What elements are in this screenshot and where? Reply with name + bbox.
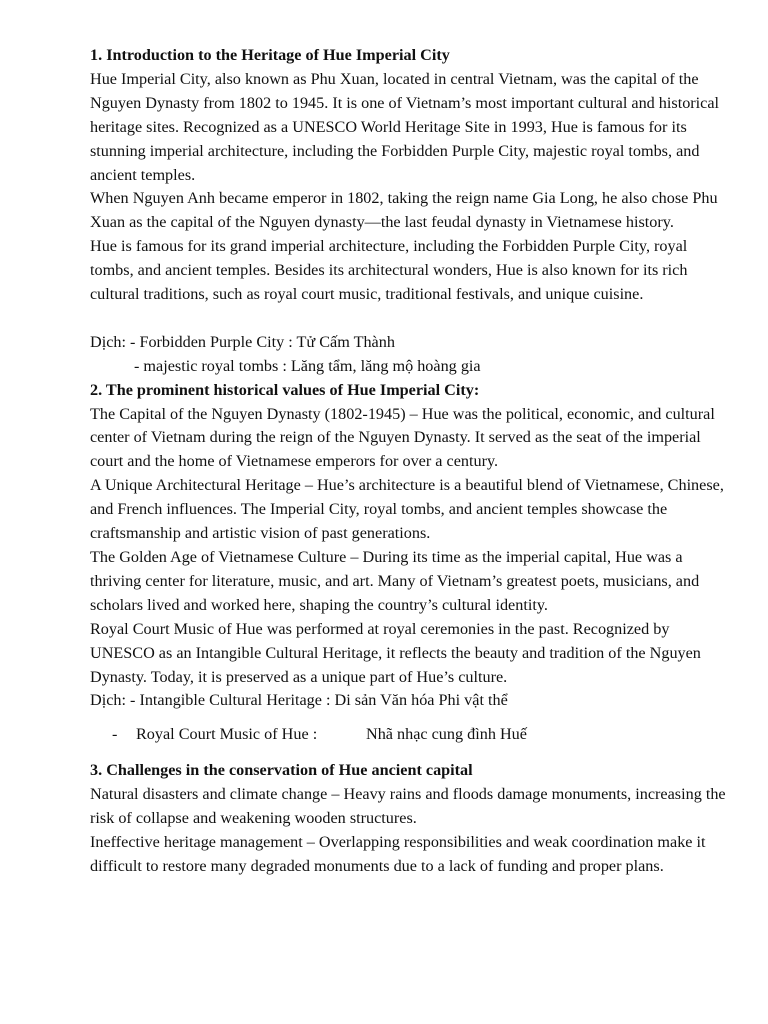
section-1-heading: 1. Introduction to the Heritage of Hue Imperial City (90, 46, 450, 64)
document-page (90, 44, 730, 879)
section-2-paragraph-3: The Golden Age of Vietnamese Culture – During its time as the imperial capital, Hue was a thriving center for literature, music, and art. Many of Vietnam’s greatest poets, musicians, and scholars lived and worked here, shaping the country’s cultural identity. (90, 548, 700, 614)
list-dash: - (112, 725, 118, 744)
section-3-paragraph-1: Natural disasters and climate change – Heavy rains and floods damage monuments, increasing the risk of collapse and weakening wooden structures. (90, 785, 726, 828)
list-term: Royal Court Music of Hue : (136, 725, 318, 744)
section-2-heading: 2. The prominent historical values of Hue Imperial City: (90, 380, 480, 399)
section-2-paragraph-4: Royal Court Music of Hue was performed at royal ceremonies in the past. Recognized by UNESCO as an Intangible Cultural Heritage, it reflects the beauty and tradition of the Nguyen Dynasty. Today, it is preserved as a unique part of Hue’s culture. (90, 619, 701, 686)
section-2-translation-1: Dịch: - Intangible Cultural Heritage : Di sản Văn hóa Phi vật thể (90, 691, 508, 710)
section-1-translation-1: Dịch: - Forbidden Purple City : Tử Cấm Thành (90, 332, 395, 351)
section-2-paragraph-1: The Capital of the Nguyen Dynasty (1802-1945) – Hue was the political, economic, and cultural center of Vietnam during the reign of the Nguyen Dynasty. It served as the seat of the imperial court and the home of Vietnamese emperors for over a century. (90, 404, 715, 471)
section-1-translation-2: - majestic royal tombs : Lăng tẩm, lăng mộ hoàng gia (134, 356, 481, 375)
section-2-translation-list-item (90, 723, 730, 749)
section-1-paragraph-1: Hue Imperial City, also known as Phu Xuan, located in central Vietnam, was the capital of the Nguyen Dynasty from 1802 to 1945. It is one of Vietnam’s most important cultural and historical heritage sites. Recognized as a UNESCO World Heritage Site in 1993, Hue is famous for its stunning imperial architecture, including the Forbidden Purple City, majestic royal tombs, and ancient temples. (90, 69, 720, 184)
section-1-paragraph-3: Hue is famous for its grand imperial architecture, including the Forbidden Purple City, royal tombs, and ancient temples. Besides its architectural wonders, Hue is also known for its rich cultural traditions, such as royal court music, traditional festivals, and unique cuisine. (90, 237, 688, 304)
section-2-paragraph-2: A Unique Architectural Heritage – Hue’s architecture is a beautiful blend of Vietnamese, Chinese, and French influences. The Imperial City, royal tombs, and ancient temples showcase the craftsmanship and artistic vision of past generations. (90, 476, 724, 543)
section-1-paragraph-2: When Nguyen Anh became emperor in 1802, taking the reign name Gia Long, he also chose Phu Xuan as the capital of the Nguyen dynasty—the last feudal dynasty in Vietnamese history. (90, 189, 718, 232)
section-3-heading: 3. Challenges in the conservation of Hue ancient capital (90, 761, 473, 780)
list-translation: Nhã nhạc cung đình Huế (366, 725, 527, 744)
blank-line (90, 307, 730, 331)
section-3-paragraph-2: Ineffective heritage management – Overlapping responsibilities and weak coordination make it difficult to restore many degraded monuments due to a lack of funding and proper plans. (90, 833, 706, 875)
